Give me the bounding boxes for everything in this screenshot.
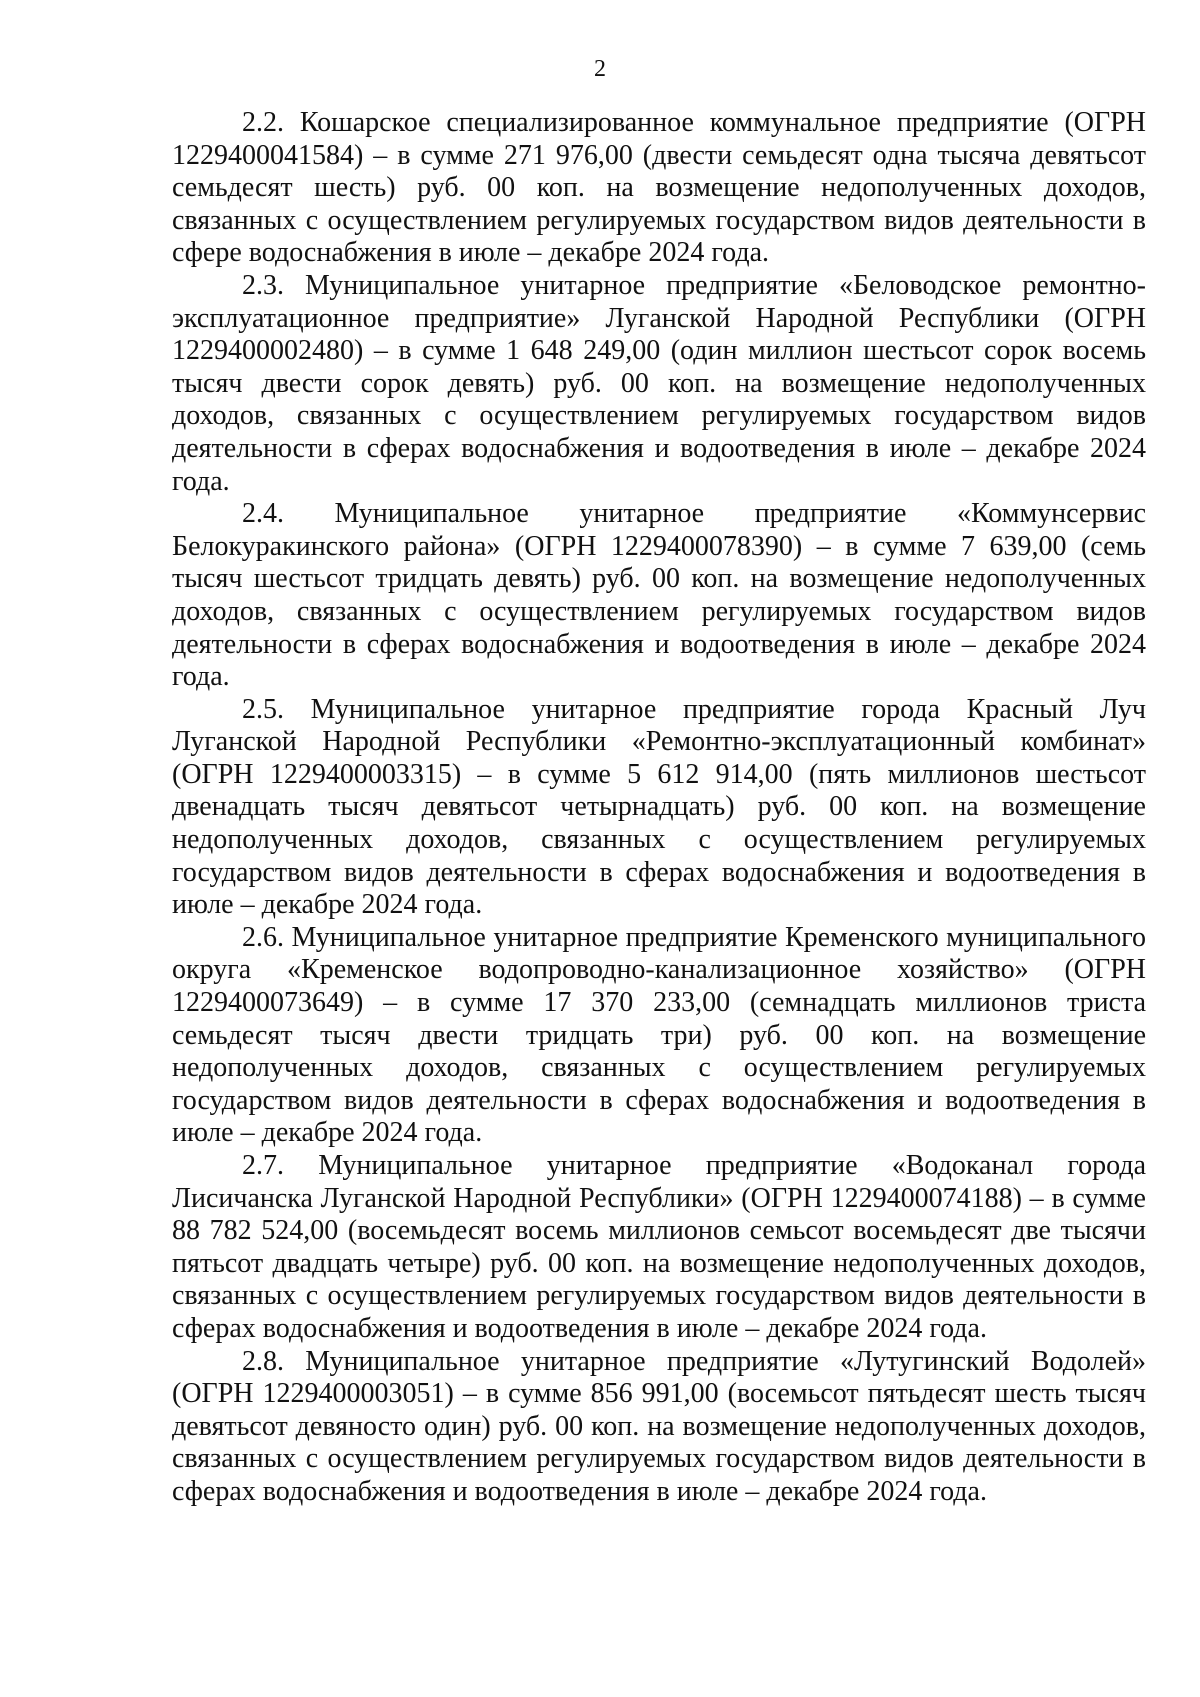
page-number: 2 — [594, 56, 606, 82]
paragraph-2-6: 2.6. Муниципальное унитарное предприятие Кременского муниципального округа «Кременское водопроводно-канализационное хозяйство» (ОГРН 1229400073649) – в сумме 17 370 233,00 (семнадцать миллионов триста семьдесят тысяч двести тридцать три) руб. 00 коп. на возмещение недополученных доходов, связанных с осуществлением регулируемых государством видов деятельности в сферах водоснабжения и водоотведения в июле – декабре 2024 года. — [172, 921, 1146, 1149]
paragraph-2-2: 2.2. Кошарское специализированное коммунальное предприятие (ОГРН 1229400041584) – в сумме 271 976,00 (двести семьдесят одна тысяча девятьсот семьдесят шесть) руб. 00 коп. на возмещение недополученных доходов, связанных с осуществлением регулируемых государством видов деятельности в сфере водоснабжения в июле – декабре 2024 года. — [172, 107, 1146, 269]
paragraph-2-7: 2.7. Муниципальное унитарное предприятие «Водоканал города Лисичанска Луганской Народной Республики» (ОГРН 1229400074188) – в сумме 88 782 524,00 (восемьдесят восемь миллионов семьсот восемьдесят две тысячи пятьсот двадцать четыре) руб. 00 коп. на возмещение недополученных доходов, связанных с осуществлением регулируемых государством видов деятельности в сферах водоснабжения и водоотведения в июле – декабре 2024 года. — [172, 1150, 1146, 1344]
paragraph-2-5: 2.5. Муниципальное унитарное предприятие города Красный Луч Луганской Народной Республики «Ремонтно-эксплуатационный комбинат» (ОГРН 1229400003315) – в сумме 5 612 914,00 (пять миллионов шестьсот двенадцать тысяч девятьсот четырнадцать) руб. 00 коп. на возмещение недополученных доходов, связанных с осуществлением регулируемых государством видов деятельности в сферах водоснабжения и водоотведения в июле – декабре 2024 года. — [172, 693, 1146, 921]
paragraph-2-4: 2.4. Муниципальное унитарное предприятие «Коммунсервис Белокуракинского района» (ОГРН 1229400078390) – в сумме 7 639,00 (семь тысяч шестьсот тридцать девять) руб. 00 коп. на возмещение недополученных доходов, связанных с осуществлением регулируемых государством видов деятельности в сферах водоснабжения и водоотведения в июле – декабре 2024 года. — [172, 498, 1146, 693]
paragraph-2-3: 2.3. Муниципальное унитарное предприятие «Беловодское ремонтно-эксплуатационное предприятие» Луганской Народной Республики (ОГРН 1229400002480) – в сумме 1 648 249,00 (один миллион шестьсот сорок восемь тысяч двести сорок девять) руб. 00 коп. на возмещение недополученных доходов, связанных с осуществлением регулируемых государством видов деятельности в сферах водоснабжения и водоотведения в июле – декабре 2024 года. — [172, 269, 1146, 497]
document-body — [172, 107, 1146, 1509]
paragraph-2-8: 2.8. Муниципальное унитарное предприятие «Лутугинский Водолей» (ОГРН 1229400003051) – в сумме 856 991,00 (восемьсот пятьдесят шесть тысяч девятьсот девяносто один) руб. 00 коп. на возмещение недополученных доходов, связанных с осуществлением регулируемых государством видов деятельности в сферах водоснабжения и водоотведения в июле – декабре 2024 года. — [172, 1345, 1146, 1507]
